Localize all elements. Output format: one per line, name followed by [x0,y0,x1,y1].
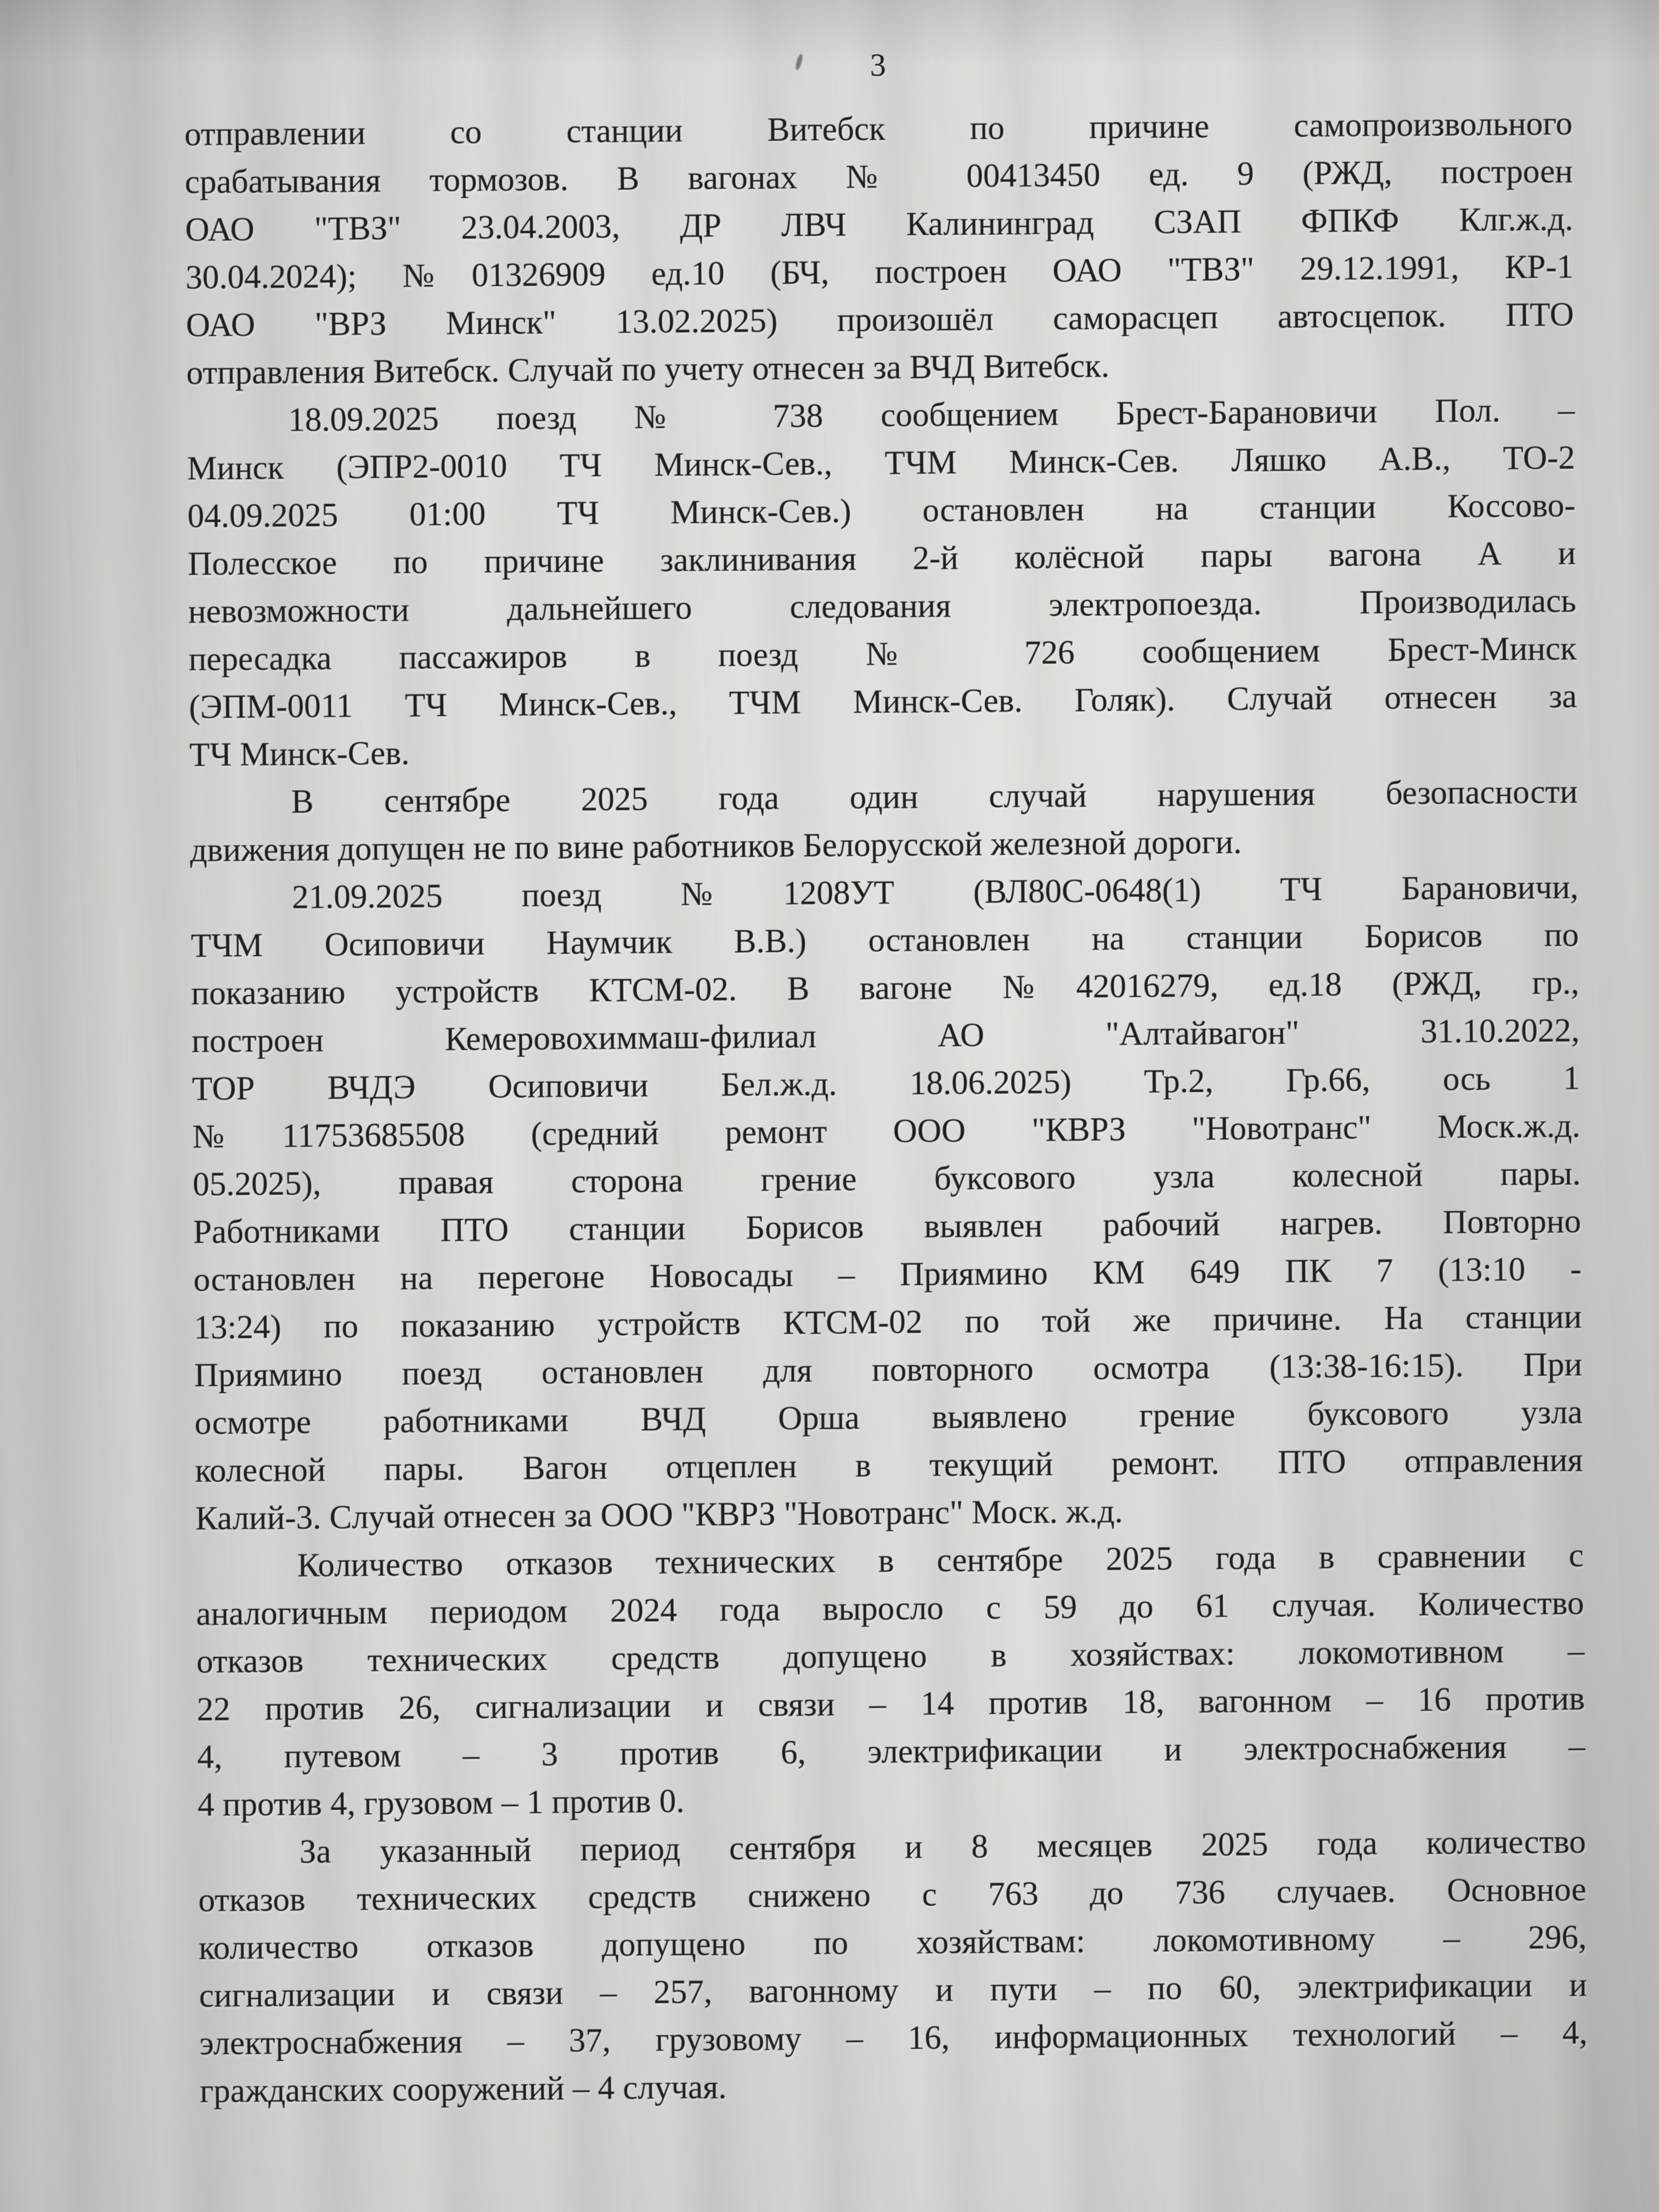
text-line: движения допущен не по вине работников Белорусской железной дороги. [190,823,1242,869]
text-line: остановлен на перегоне Новосады – Приямино КМ 649 ПК 7 (13:10 - [193,1250,1582,1299]
text-line: отказов технических средств допущено в хозяйствах: локомотивном – [196,1632,1585,1680]
paragraph [190,864,1583,1543]
text-line: Работниками ПТО станции Борисов выявлен рабочий нагрев. Повторно [193,1203,1582,1251]
text-line: 13:24) по показанию устройств КТСМ-02 по той же причине. На станции [194,1298,1582,1346]
text-line: Калий-3. Случай отнесен за ООО "КВРЗ "Новотранс" Моск. ж.д. [195,1493,1124,1537]
page-number: 3 [870,47,887,83]
text-line: 4, путевом – 3 против 6, электрификации и электроснабжения – [197,1728,1585,1776]
text-line: сигнализации и связи – 257, вагонному и пути – по 60, электрификации и [199,1966,1588,2015]
text-line: пересадка пассажиров в поезд № 726 сообщением Брест-Минск [188,630,1577,678]
text-line: количество отказов допущено по хозяйствам: локомотивному – 296, [199,1918,1587,1967]
text-line: Приямино поезд остановлен для повторного осмотра (13:38-16:15). При [194,1346,1583,1394]
paragraph [195,1532,1585,1829]
document-content [184,36,1588,2115]
text-line: колесной пары. Вагон отцеплен в текущий ремонт. ПТО отправления [195,1441,1583,1489]
text-line: ОАО "ТВЗ" 23.04.2003, ДР ЛВЧ Калининград СЗАП ФПКФ Клг.ж.д. [185,201,1573,249]
text-line: В сентябре 2025 года один случай нарушения безопасности [291,774,1578,821]
text-line: Минск (ЭПР2-0010 ТЧ Минск-Сев., ТЧМ Минск-Сев. Ляшко А.В., ТО-2 [187,439,1576,487]
text-line: (ЭПМ-0011 ТЧ Минск-Сев., ТЧМ Минск-Сев. Голяк). Случай отнесен за [189,678,1577,726]
text-line: 05.2025), правая сторона грение буксового узла колесной пары. [193,1155,1581,1203]
text-line: ТЧМ Осиповичи Наумчик В.В.) остановлен на станции Борисов по [190,917,1579,964]
paragraph [187,386,1577,779]
text-line: невозможности дальнейшего следования электропоезда. Производилась [188,583,1577,630]
paragraph [198,1818,1588,2115]
text-line: Полесское по причине заклинивания 2-й колёсной пары вагона А и [188,535,1576,583]
text-line: 04.09.2025 01:00 ТЧ Минск-Сев.) остановлен на станции Коссово- [187,487,1576,535]
text-line: 30.04.2024); №01326909 ед.10 (БЧ, построен ОАО "ТВЗ" 29.12.1991, КР-1 [185,249,1574,296]
text-line: аналогичным периодом 2024 года выросло с 59 до 61 случая. Количество [196,1584,1584,1633]
text-line: ТОР ВЧДЭ Осиповичи Бел.ж.д. 18.06.2025) Тр.2, Гр.66, ось 1 [191,1060,1581,1108]
text-line: гражданских сооружений – 4 случая. [200,2069,727,2110]
text-line: показанию устройств КТСМ-02. В вагоне №42016279, ед.18 (РЖД, гр., [191,964,1579,1012]
text-line: электроснабжения – 37, грузовому – 16, информационных технологий – 4, [199,2014,1588,2062]
text-line: 18.09.2025 поезд № 738 сообщением Брест-Барановичи Пол. – [288,392,1575,439]
text-line: отправлении со станции Витебск по причине самопроизвольного [184,105,1573,153]
text-line: За указанный период сентября и 8 месяцев 2025 года количество [299,1823,1587,1871]
text-line: ТЧ Минск-Сев. [189,735,410,774]
text-line: отказов технических средств снижено с 763 до 736 случаев. Основное [198,1871,1587,1919]
text-line: №11753685508 (средний ремонт ООО "КВРЗ "Новотранс" Моск.ж.д. [192,1108,1581,1155]
paragraph [190,768,1578,874]
paragraph [184,100,1575,397]
text-line: ОАО "ВРЗ Минск" 13.02.2025) произошёл саморасцеп автосцепок. ПТО [185,296,1575,344]
text-line: построен Кемеровохиммаш-филиал АО "Алтайвагон" 31.10.2022, [191,1012,1580,1060]
document-text [184,100,1588,2115]
text-line: срабатывания тормозов. В вагонах № 00413450 ед. 9 (РЖД, построен [184,153,1573,201]
text-line: Количество отказов технических в сентябре 2025 года в сравнении с [297,1537,1584,1584]
text-line: отправления Витебск. Случай по учету отнесен за ВЧД Витебск. [186,347,1110,392]
text-line: 4 против 4, грузовом – 1 против 0. [197,1782,685,1824]
text-line: осмотре работниками ВЧД Орша выявлено грение буксового узла [194,1393,1583,1442]
text-line: 21.09.2025 поезд №1208УТ (ВЛ80С-0648(1) ТЧ Барановичи, [291,869,1579,916]
text-line: 22 против 26, сигнализации и связи – 14 против 18, вагонном – 16 против [196,1680,1585,1728]
